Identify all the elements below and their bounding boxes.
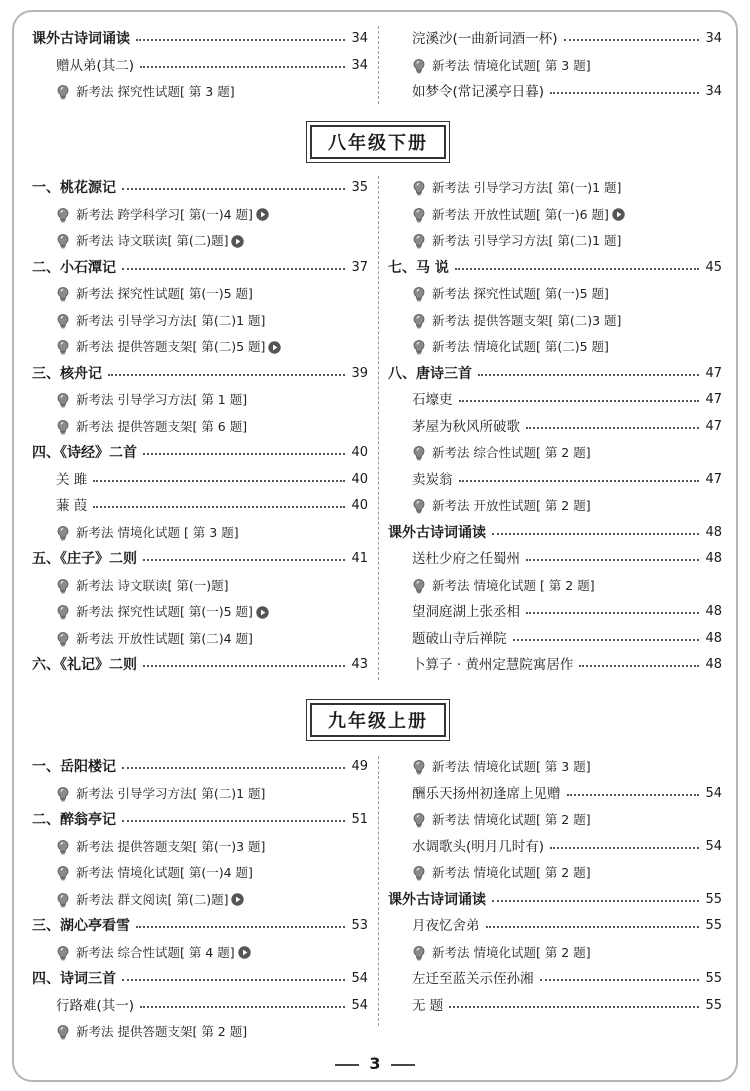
- toc-chapter-entry[interactable]: [32, 363, 368, 385]
- entry-title: 新考法 提供答题支架[ 第 6 题]: [76, 418, 248, 434]
- toc-exam-tip-entry[interactable]: [32, 522, 368, 544]
- entry-title: 新考法 引导学习方法[ 第(一)1 题]: [432, 180, 622, 195]
- play-video-icon[interactable]: [268, 341, 281, 354]
- lightbulb-icon: [412, 207, 426, 223]
- entry-title: 赠从弟(其二): [56, 57, 135, 74]
- page-ref: 47: [705, 365, 722, 381]
- lightbulb-icon: [412, 759, 426, 775]
- toc-lesson-entry[interactable]: [388, 968, 722, 990]
- entry-title: 新考法 诗文联读[ 第(一)题]: [76, 577, 229, 593]
- toc-lesson-entry[interactable]: [32, 469, 368, 491]
- dot-leader: [122, 188, 345, 190]
- column-divider: [378, 176, 379, 680]
- page-ref: 40: [351, 445, 368, 460]
- toc-exam-tip-entry[interactable]: [32, 310, 368, 332]
- dot-leader: [550, 847, 699, 849]
- dot-leader: [136, 926, 345, 928]
- lightbulb-icon: [56, 631, 70, 647]
- lightbulb-icon: [56, 578, 70, 594]
- entry-title: 石壕吏: [412, 392, 453, 408]
- dot-leader: [108, 374, 345, 376]
- toc-exam-tip-entry[interactable]: [32, 836, 368, 858]
- entry-title: 卜算子 · 黄州定慧院寓居作: [412, 657, 574, 673]
- toc-exam-tip-entry[interactable]: [32, 230, 368, 252]
- toc-lesson-entry[interactable]: [388, 654, 722, 676]
- lightbulb-icon: [56, 233, 70, 249]
- page-ref: 49: [351, 759, 368, 774]
- toc-exam-tip-entry[interactable]: [32, 1021, 368, 1043]
- lightbulb-icon: [412, 945, 426, 961]
- lightbulb-icon: [56, 525, 70, 541]
- toc-lesson-entry[interactable]: [388, 469, 722, 491]
- toc-lesson-entry[interactable]: [388, 389, 722, 411]
- entry-title: 新考法 情境化试题[ 第 2 题]: [432, 812, 591, 827]
- dot-leader: [455, 268, 700, 270]
- lightbulb-icon: [412, 286, 426, 302]
- lightbulb-icon: [56, 865, 70, 881]
- lightbulb-icon: [412, 812, 426, 828]
- toc-lesson-entry[interactable]: [388, 915, 722, 937]
- entry-title: 七、马 说: [388, 259, 449, 276]
- lightbulb-icon: [412, 498, 426, 514]
- entry-title: 新考法 引导学习方法[ 第(二)1 题]: [432, 233, 622, 248]
- toc-exam-tip-entry[interactable]: [32, 575, 368, 597]
- entry-title: 新考法 探究性试题[ 第(一)5 题]: [76, 604, 253, 619]
- toc-exam-tip-entry[interactable]: [388, 283, 722, 305]
- toc-chapter-entry[interactable]: [32, 809, 368, 831]
- toc-exam-tip-entry[interactable]: [32, 783, 368, 805]
- lightbulb-icon: [56, 419, 70, 435]
- toc-exam-tip-entry[interactable]: [32, 942, 368, 964]
- play-video-icon[interactable]: [231, 893, 244, 906]
- entry-title: 一、桃花源记: [32, 180, 116, 196]
- page-ref: 54: [705, 785, 722, 801]
- lightbulb-icon: [56, 604, 70, 620]
- toc-chapter-entry[interactable]: [388, 363, 722, 385]
- page-number-dash: [391, 1064, 415, 1066]
- dot-leader: [492, 533, 699, 535]
- entry-title: 新考法 开放性试题[ 第(二)4 题]: [76, 630, 253, 646]
- entry-title: 二、小石潭记: [32, 259, 116, 276]
- toc-lesson-entry[interactable]: [388, 28, 722, 50]
- dot-leader: [459, 480, 700, 482]
- page-ref: 34: [705, 84, 722, 99]
- entry-title: 望洞庭湖上张丞相: [412, 604, 520, 620]
- dot-leader: [579, 665, 699, 667]
- page-ref: 34: [351, 31, 368, 46]
- toc-exam-tip-entry[interactable]: [388, 809, 722, 831]
- column-divider: [378, 756, 379, 1026]
- entry-title: 新考法 提供答题支架[ 第 2 题]: [76, 1024, 248, 1039]
- entry-title: 新考法 开放性试题[ 第 2 题]: [432, 498, 591, 513]
- entry-title: 如梦令(常记溪亭日暮): [412, 84, 545, 100]
- page-ref: 40: [351, 498, 368, 513]
- toc-exam-tip-entry[interactable]: [388, 230, 722, 252]
- toc-exam-tip-entry[interactable]: [388, 862, 722, 884]
- page-ref: 41: [351, 551, 368, 566]
- page-ref: 43: [351, 657, 368, 672]
- toc-exam-tip-entry[interactable]: [388, 575, 722, 597]
- dot-leader: [140, 66, 345, 68]
- entry-title: 茅屋为秋风所破歌: [412, 418, 520, 435]
- toc-exam-tip-entry[interactable]: [388, 55, 722, 77]
- toc-section-grade8-second: [32, 177, 722, 681]
- dot-leader: [550, 92, 699, 94]
- entry-title: 水调歌头(明月几时有): [412, 838, 545, 855]
- toc-chapter-entry[interactable]: [388, 257, 722, 279]
- entry-title: 送杜少府之任蜀州: [412, 551, 520, 567]
- lightbulb-icon: [412, 578, 426, 594]
- entry-title: 新考法 引导学习方法[ 第(二)1 题]: [76, 312, 266, 328]
- entry-title: 新考法 跨学科学习[ 第(一)4 题]: [76, 206, 253, 222]
- toc-exam-tip-entry[interactable]: [32, 862, 368, 884]
- page-ref: 48: [705, 604, 722, 619]
- dot-leader: [449, 1006, 699, 1008]
- entry-title: 新考法 群文阅读[ 第(二)题]: [76, 891, 229, 907]
- lightbulb-icon: [56, 892, 70, 908]
- lightbulb-icon: [412, 180, 426, 196]
- entry-title: 题破山寺后禅院: [412, 630, 507, 647]
- dot-leader: [143, 665, 345, 667]
- entry-title: 新考法 情境化试题[ 第 2 题]: [432, 944, 591, 960]
- page-ref: 48: [705, 551, 722, 566]
- toc-chapter-entry[interactable]: [32, 915, 368, 937]
- lightbulb-icon: [412, 339, 426, 355]
- page-ref: 55: [705, 891, 722, 907]
- toc-chapter-entry[interactable]: [388, 522, 722, 544]
- entry-title: 关 雎: [56, 471, 88, 488]
- entry-title: 八、唐诗三首: [388, 365, 472, 382]
- entry-title: 新考法 探究性试题[ 第 3 题]: [76, 84, 235, 99]
- dot-leader: [526, 612, 699, 614]
- entry-title: 新考法 提供答题支架[ 第(二)5 题]: [76, 339, 266, 354]
- dot-leader: [122, 979, 345, 981]
- entry-title: 浣溪沙(一曲新词酒一杯): [412, 31, 558, 47]
- play-video-icon[interactable]: [231, 235, 244, 248]
- entry-title: 三、核舟记: [32, 365, 102, 382]
- toc-lesson-entry[interactable]: [388, 836, 722, 858]
- toc-chapter-entry[interactable]: [388, 889, 722, 911]
- page-number-value: 3: [369, 1054, 381, 1073]
- dot-leader: [459, 400, 700, 402]
- toc-chapter-entry[interactable]: [32, 756, 368, 778]
- dot-leader: [93, 480, 345, 482]
- entry-title: 二、醉翁亭记: [32, 812, 116, 828]
- toc-lesson-entry[interactable]: [388, 628, 722, 650]
- toc-exam-tip-entry[interactable]: [32, 389, 368, 411]
- page-ref: 55: [705, 918, 722, 933]
- page-ref: 54: [351, 997, 368, 1013]
- entry-title: 新考法 提供答题支架[ 第(二)3 题]: [432, 312, 622, 328]
- toc-lesson-entry[interactable]: [32, 995, 368, 1017]
- page-ref: 47: [705, 418, 722, 434]
- page-ref: 51: [351, 812, 368, 827]
- toc-exam-tip-entry[interactable]: [32, 416, 368, 438]
- entry-title: 卖炭翁: [412, 471, 453, 488]
- dot-leader: [564, 39, 700, 41]
- dot-leader: [122, 268, 345, 270]
- dot-leader: [492, 900, 699, 902]
- lightbulb-icon: [412, 445, 426, 461]
- dot-leader: [526, 427, 699, 429]
- page-ref: 34: [705, 31, 722, 46]
- dot-leader: [486, 926, 700, 928]
- dot-leader: [136, 39, 345, 41]
- dot-leader: [478, 374, 699, 376]
- entry-title: 月夜忆舍弟: [412, 918, 480, 934]
- page-number: [0, 1054, 750, 1073]
- toc-lesson-entry[interactable]: [32, 495, 368, 517]
- dot-leader: [122, 767, 345, 769]
- toc-lesson-entry[interactable]: [388, 995, 722, 1017]
- page-ref: 48: [705, 630, 722, 646]
- toc-exam-tip-entry[interactable]: [32, 283, 368, 305]
- grade-banner-9a: 九年级上册: [310, 703, 446, 737]
- page-number-dash: [335, 1064, 359, 1066]
- toc-exam-tip-entry[interactable]: [388, 942, 722, 964]
- entry-title: 新考法 情境化试题[ 第 3 题]: [432, 57, 591, 73]
- dot-leader: [143, 453, 345, 455]
- lightbulb-icon: [412, 865, 426, 881]
- toc-section-grade9-first: [32, 756, 722, 1039]
- toc-exam-tip-entry[interactable]: [388, 204, 722, 226]
- page-ref: 34: [351, 57, 368, 73]
- page-ref: 47: [705, 392, 722, 407]
- entry-title: 新考法 综合性试题[ 第 2 题]: [432, 445, 591, 460]
- toc-chapter-entry[interactable]: [32, 177, 368, 199]
- toc-exam-tip-entry[interactable]: [32, 889, 368, 911]
- toc-exam-tip-entry[interactable]: [32, 204, 368, 226]
- toc-chapter-entry[interactable]: [32, 442, 368, 464]
- lightbulb-icon: [56, 286, 70, 302]
- page-ref: 39: [351, 365, 368, 381]
- page-ref: 55: [705, 997, 722, 1013]
- entry-title: 四、《诗经》二首: [32, 445, 137, 461]
- play-video-icon[interactable]: [612, 208, 625, 221]
- page-ref: 53: [351, 918, 368, 933]
- toc-exam-tip-entry[interactable]: [388, 442, 722, 464]
- toc-chapter-entry[interactable]: [32, 968, 368, 990]
- entry-title: 三、湖心亭看雪: [32, 918, 130, 934]
- toc-exam-tip-entry[interactable]: [32, 336, 368, 358]
- entry-title: 课外古诗词诵读: [32, 31, 130, 47]
- entry-title: 新考法 综合性试题[ 第 4 题]: [76, 944, 235, 960]
- entry-title: 四、诗词三首: [32, 971, 116, 987]
- play-video-icon[interactable]: [256, 208, 269, 221]
- lightbulb-icon: [56, 84, 70, 100]
- toc-exam-tip-entry[interactable]: [388, 310, 722, 332]
- page-ref: 35: [351, 180, 368, 195]
- toc-lesson-entry[interactable]: [388, 601, 722, 623]
- dot-leader: [513, 639, 700, 641]
- page-ref: 48: [705, 657, 722, 672]
- toc-lesson-entry[interactable]: [388, 416, 722, 438]
- dot-leader: [143, 559, 345, 561]
- toc-lesson-entry[interactable]: [32, 55, 368, 77]
- entry-title: 新考法 情境化试题[ 第 2 题]: [432, 865, 591, 880]
- entry-title: 酬乐天扬州初逢席上见赠: [412, 785, 561, 802]
- entry-title: 新考法 探究性试题[ 第(一)5 题]: [76, 286, 253, 301]
- entry-title: 新考法 情境化试题[ 第(二)5 题]: [432, 339, 609, 354]
- toc-exam-tip-entry[interactable]: [388, 336, 722, 358]
- lightbulb-icon: [412, 233, 426, 249]
- lightbulb-icon: [56, 392, 70, 408]
- dot-leader: [93, 506, 345, 508]
- toc-exam-tip-entry[interactable]: [32, 81, 368, 103]
- page-ref: 45: [705, 259, 722, 275]
- dot-leader: [540, 979, 700, 981]
- dot-leader: [567, 794, 700, 796]
- dot-leader: [122, 820, 345, 822]
- toc-chapter-entry[interactable]: [32, 257, 368, 279]
- toc-chapter-entry[interactable]: [32, 654, 368, 676]
- lightbulb-icon: [56, 786, 70, 802]
- entry-title: 新考法 情境化试题[ 第 3 题]: [432, 759, 591, 774]
- entry-title: 新考法 引导学习方法[ 第(二)1 题]: [76, 785, 266, 801]
- toc-chapter-entry[interactable]: [32, 28, 368, 50]
- toc-exam-tip-entry[interactable]: [388, 756, 722, 778]
- toc-exam-tip-entry[interactable]: [388, 495, 722, 517]
- lightbulb-icon: [56, 313, 70, 329]
- entry-title: 课外古诗词诵读: [388, 524, 486, 541]
- dot-leader: [140, 1006, 345, 1008]
- entry-title: 左迁至蓝关示侄孙湘: [412, 971, 534, 987]
- entry-title: 行路难(其一): [56, 997, 135, 1014]
- play-video-icon[interactable]: [256, 606, 269, 619]
- toc-lesson-entry[interactable]: [388, 783, 722, 805]
- entry-title: 五、《庄子》二则: [32, 551, 137, 567]
- page-ref: 37: [351, 259, 368, 275]
- entry-title: 新考法 探究性试题[ 第(一)5 题]: [432, 286, 609, 301]
- entry-title: 课外古诗词诵读: [388, 891, 486, 908]
- play-video-icon[interactable]: [238, 946, 251, 959]
- entry-title: 新考法 引导学习方法[ 第 1 题]: [76, 392, 248, 407]
- lightbulb-icon: [56, 945, 70, 961]
- lightbulb-icon: [412, 58, 426, 74]
- column-divider: [378, 26, 379, 104]
- entry-title: 新考法 开放性试题[ 第(一)6 题]: [432, 206, 609, 222]
- entry-title: 无 题: [412, 997, 444, 1014]
- toc-lesson-entry[interactable]: [388, 548, 722, 570]
- grade-banner-8b: 八年级下册: [310, 125, 446, 159]
- entry-title: 蒹 葭: [56, 498, 88, 514]
- lightbulb-icon: [56, 1024, 70, 1040]
- page-ref: 54: [705, 838, 722, 854]
- entry-title: 一、岳阳楼记: [32, 759, 116, 775]
- toc-exam-tip-entry[interactable]: [32, 601, 368, 623]
- lightbulb-icon: [56, 207, 70, 223]
- entry-title: 新考法 诗文联读[ 第(二)题]: [76, 233, 229, 248]
- lightbulb-icon: [56, 339, 70, 355]
- page-ref: 54: [351, 971, 368, 986]
- entry-title: 新考法 情境化试题 [ 第 3 题]: [76, 524, 239, 540]
- toc-chapter-entry[interactable]: [32, 548, 368, 570]
- entry-title: 新考法 情境化试题[ 第(一)4 题]: [76, 865, 253, 880]
- entry-title: 新考法 提供答题支架[ 第(一)3 题]: [76, 838, 266, 854]
- page-ref: 55: [705, 971, 722, 986]
- entry-title: 新考法 情境化试题 [ 第 2 题]: [432, 577, 595, 593]
- toc-exam-tip-entry[interactable]: [388, 177, 722, 199]
- page-ref: 47: [705, 471, 722, 487]
- dot-leader: [526, 559, 699, 561]
- page-ref: 40: [351, 471, 368, 487]
- lightbulb-icon: [56, 839, 70, 855]
- page-ref: 48: [705, 524, 722, 540]
- toc-exam-tip-entry[interactable]: [32, 628, 368, 650]
- toc-section-top: [32, 28, 722, 108]
- toc-lesson-entry[interactable]: [388, 81, 722, 103]
- entry-title: 六、《礼记》二则: [32, 657, 137, 673]
- lightbulb-icon: [412, 313, 426, 329]
